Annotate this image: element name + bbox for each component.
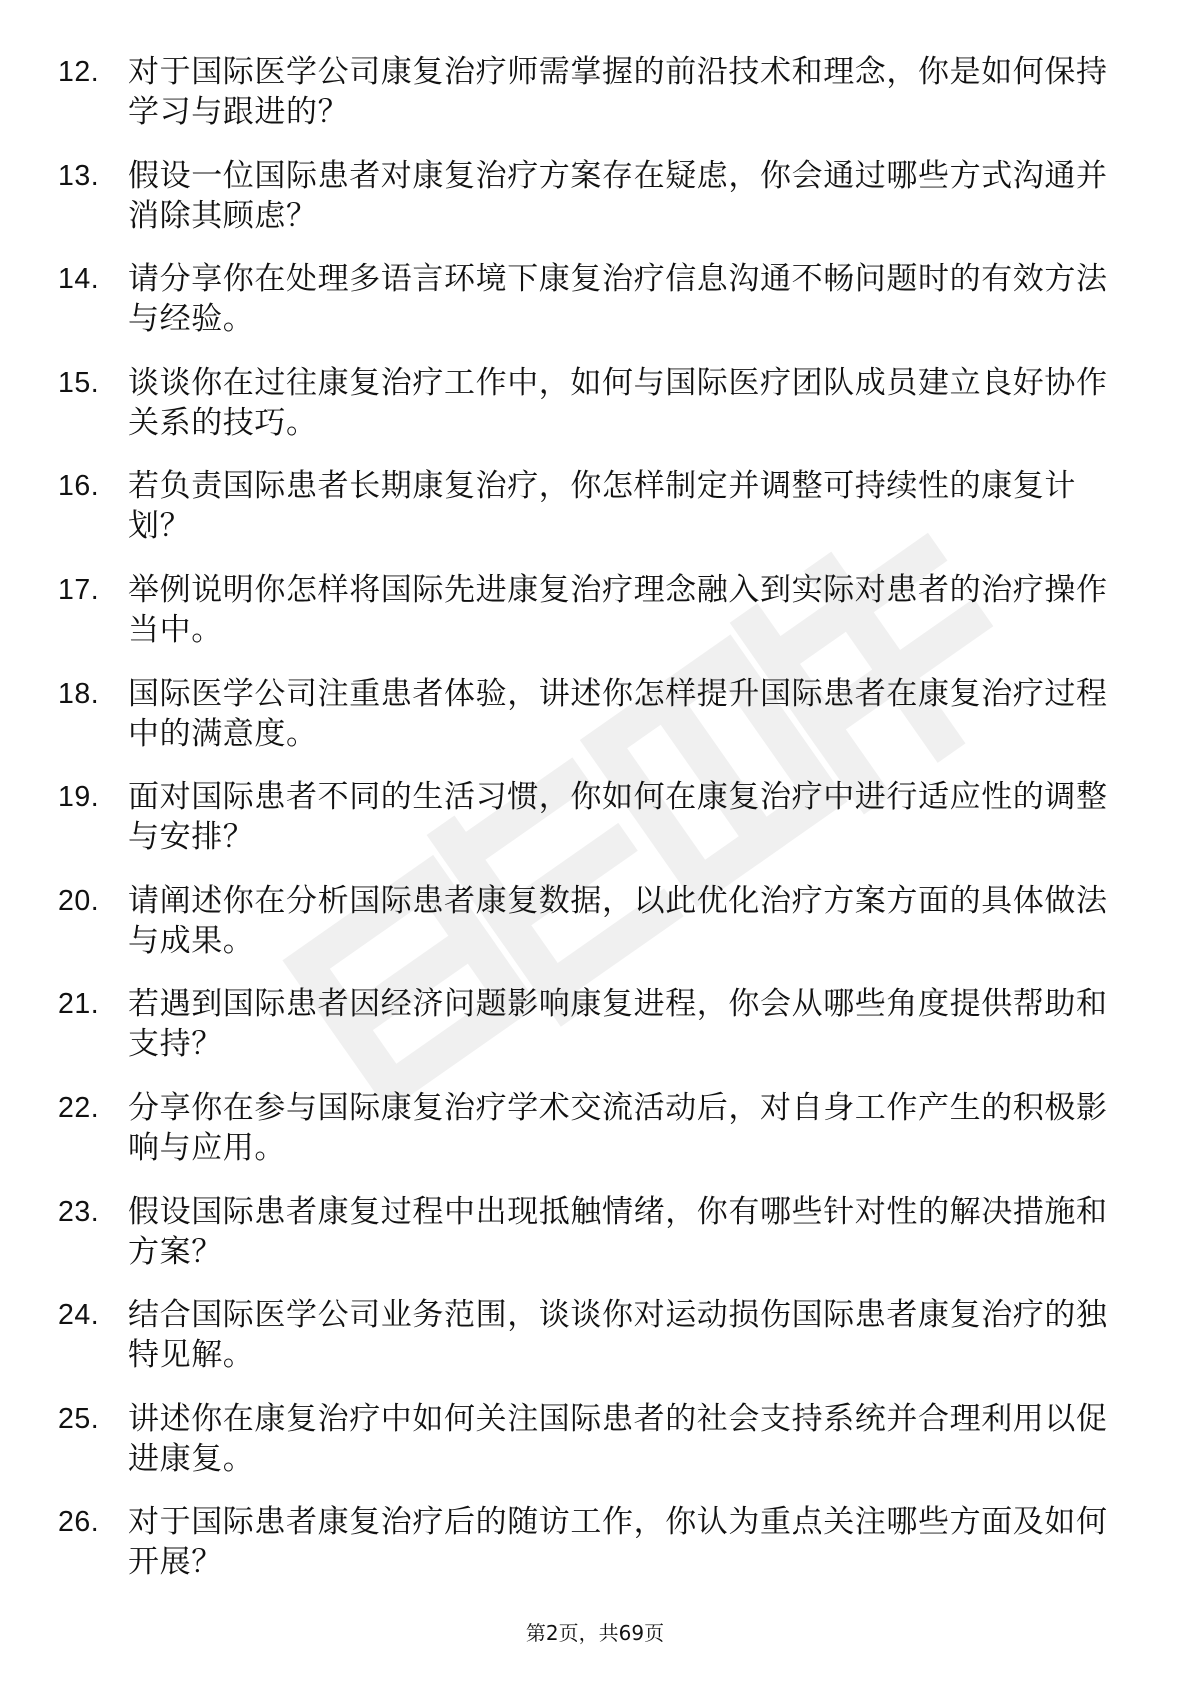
question-number: 25. — [58, 1402, 100, 1435]
question-item — [58, 466, 1138, 546]
question-item — [58, 777, 1138, 857]
question-list — [58, 52, 1138, 1606]
question-item — [58, 674, 1138, 754]
question-number: 22. — [58, 1091, 100, 1124]
question-number: 16. — [58, 470, 100, 503]
question-number: 13. — [58, 159, 100, 192]
question-item — [58, 1088, 1138, 1168]
question-text: 请阐述你在分析国际患者康复数据，以此优化治疗方案方面的具体做法与成果。 — [128, 882, 1108, 959]
question-number: 26. — [58, 1506, 100, 1539]
question-number: 12. — [58, 56, 100, 88]
question-number: 20. — [58, 884, 100, 917]
question-number: 14. — [58, 263, 100, 296]
question-text: 面对国际患者不同的生活习惯，你如何在康复治疗中进行适应性的调整与安排？ — [128, 779, 1108, 856]
question-text: 举例说明你怎样将国际先进康复治疗理念融入到实际对患者的治疗操作当中。 — [128, 571, 1108, 648]
question-item — [58, 570, 1138, 650]
question-number: 18. — [58, 677, 100, 710]
question-text: 结合国际医学公司业务范围，谈谈你对运动损伤国际患者康复治疗的独特见解。 — [128, 1297, 1108, 1374]
question-text: 谈谈你在过往康复治疗工作中，如何与国际医疗团队成员建立良好协作关系的技巧。 — [128, 364, 1108, 441]
question-text: 若遇到国际患者因经济问题影响康复进程，你会从哪些角度提供帮助和支持？ — [128, 986, 1108, 1063]
question-item — [58, 52, 1138, 132]
question-number: 17. — [58, 573, 100, 606]
question-text: 对于国际患者康复治疗后的随访工作，你认为重点关注哪些方面及如何开展？ — [128, 1504, 1108, 1581]
question-number: 23. — [58, 1195, 100, 1228]
question-item — [58, 1192, 1138, 1272]
question-item — [58, 156, 1138, 236]
question-text: 讲述你在康复治疗中如何关注国际患者的社会支持系统并合理利用以促进康复。 — [128, 1400, 1108, 1477]
question-text: 假设国际患者康复过程中出现抵触情绪，你有哪些针对性的解决措施和方案？ — [128, 1193, 1108, 1270]
page-number-label: 第2页，共69页 — [525, 1621, 665, 1645]
question-item — [58, 881, 1138, 961]
question-number: 15. — [58, 366, 100, 399]
question-item — [58, 1399, 1138, 1479]
page-footer — [0, 1620, 1190, 1646]
question-number: 24. — [58, 1299, 100, 1332]
question-text: 请分享你在处理多语言环境下康复治疗信息沟通不畅问题时的有效方法与经验。 — [128, 261, 1108, 338]
question-item — [58, 1295, 1138, 1375]
question-item — [58, 259, 1138, 339]
question-number: 21. — [58, 988, 100, 1021]
question-text: 若负责国际患者长期康复治疗，你怎样制定并调整可持续性的康复计划？ — [128, 468, 1076, 545]
question-text: 假设一位国际患者对康复治疗方案存在疑虑，你会通过哪些方式沟通并消除其顾虑？ — [128, 157, 1108, 234]
question-item — [58, 1502, 1138, 1582]
question-text: 分享你在参与国际康复治疗学术交流活动后，对自身工作产生的积极影响与应用。 — [128, 1089, 1108, 1166]
question-text: 国际医学公司注重患者体验，讲述你怎样提升国际患者在康复治疗过程中的满意度。 — [128, 675, 1108, 752]
question-text: 对于国际医学公司康复治疗师需掌握的前沿技术和理念，你是如何保持学习与跟进的？ — [128, 54, 1108, 130]
question-item — [58, 984, 1138, 1064]
question-number: 19. — [58, 781, 100, 814]
question-item — [58, 363, 1138, 443]
